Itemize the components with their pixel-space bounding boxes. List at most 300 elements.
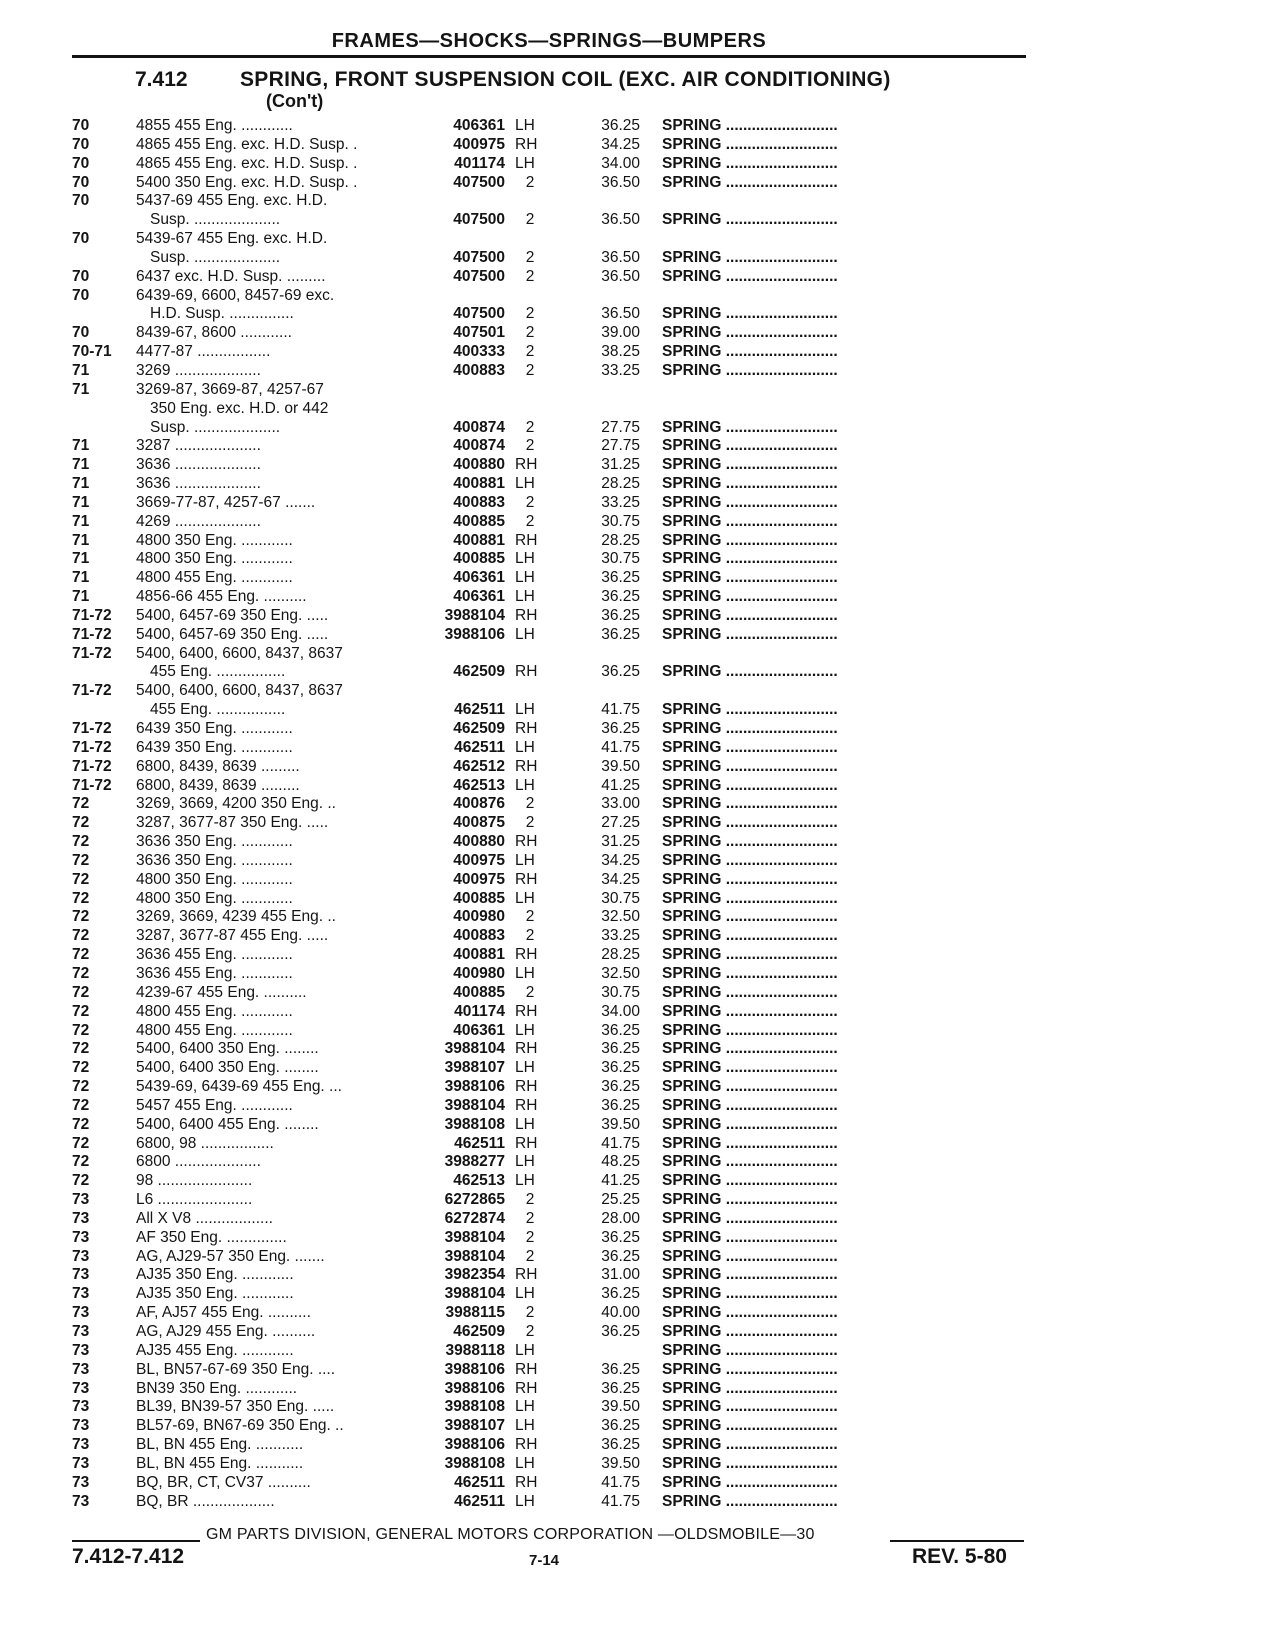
row-part-number: 400876 xyxy=(453,795,505,813)
row-quantity: 2 xyxy=(525,1323,535,1340)
row-part-number: 3988107 xyxy=(444,1417,505,1435)
row-height: 36.25 xyxy=(601,720,640,737)
table-row xyxy=(0,871,1280,890)
row-quantity: RH xyxy=(515,946,538,964)
row-height: 41.25 xyxy=(601,776,640,794)
row-height: 39.00 xyxy=(601,324,640,342)
table-row xyxy=(0,400,1280,419)
row-part-name: SPRING .......................... xyxy=(662,1379,838,1397)
row-height: 36.25 xyxy=(601,588,640,606)
row-quantity: 2 xyxy=(525,1228,535,1246)
row-quantity: LH xyxy=(515,738,535,756)
row-quantity: 2 xyxy=(525,983,535,1001)
row-height: 36.25 xyxy=(601,1360,640,1378)
row-height: 36.25 xyxy=(601,1247,640,1265)
row-part-name: SPRING .......................... xyxy=(662,512,838,530)
row-description: BL, BN57-67-69 350 Eng. .... xyxy=(136,1360,336,1378)
row-year: 73 xyxy=(72,1304,90,1322)
row-description: Susp. .................... xyxy=(150,211,281,229)
row-quantity: LH xyxy=(515,964,535,982)
row-quantity: LH xyxy=(515,1153,535,1171)
row-part-number: 400975 xyxy=(453,851,505,869)
row-part-number: 3988104 xyxy=(444,1040,505,1058)
row-quantity: 2 xyxy=(525,1191,535,1209)
row-height: 36.25 xyxy=(601,1228,640,1246)
row-part-name: SPRING .......................... xyxy=(662,569,838,587)
row-quantity: 2 xyxy=(525,512,535,530)
row-part-name: SPRING .......................... xyxy=(662,1304,838,1322)
row-quantity: RH xyxy=(515,531,538,549)
footer-section-range: 7.412-7.412 xyxy=(72,1545,185,1568)
row-description: 5457 455 Eng. ............ xyxy=(136,1096,293,1114)
table-row xyxy=(0,852,1280,871)
row-year: 70 xyxy=(72,267,90,285)
footer-rule-left xyxy=(72,1540,200,1542)
table-row xyxy=(0,532,1280,551)
row-part-number: 400885 xyxy=(453,550,505,568)
row-part-number: 3988104 xyxy=(444,1096,505,1114)
row-description: 5400, 6457-69 350 Eng. ..... xyxy=(136,625,329,643)
row-year: 71 xyxy=(72,361,90,379)
row-part-name: SPRING .......................... xyxy=(662,814,838,832)
row-description: BL, BN 455 Eng. ........... xyxy=(136,1436,304,1454)
row-description: 3636 350 Eng. ............ xyxy=(136,851,293,869)
table-row xyxy=(0,155,1280,174)
row-part-number: 3988106 xyxy=(444,1436,505,1454)
row-height: 27.75 xyxy=(601,437,640,455)
table-row xyxy=(0,1229,1280,1248)
row-description: 4477-87 ................. xyxy=(136,343,271,361)
table-row xyxy=(0,1380,1280,1399)
table-row xyxy=(0,1436,1280,1455)
row-quantity: LH xyxy=(515,1492,535,1510)
row-height: 31.25 xyxy=(601,456,640,474)
row-year: 72 xyxy=(72,1134,90,1152)
row-part-number: 400883 xyxy=(453,493,505,511)
row-description: AJ35 455 Eng. ............ xyxy=(136,1341,294,1359)
row-quantity: RH xyxy=(515,1078,538,1096)
row-description: 6800, 98 ................. xyxy=(136,1134,274,1152)
row-part-name: SPRING .......................... xyxy=(662,1002,838,1020)
row-part-name: SPRING .......................... xyxy=(662,1398,838,1416)
row-part-name: SPRING .......................... xyxy=(662,1473,838,1491)
row-part-number: 3988106 xyxy=(444,1360,505,1378)
footer-rule-right xyxy=(890,1540,1024,1542)
row-year: 70 xyxy=(72,135,90,153)
row-description: H.D. Susp. ............... xyxy=(150,305,294,323)
row-part-number: 6272865 xyxy=(444,1191,505,1209)
row-height: 39.50 xyxy=(601,757,640,775)
row-description: All X V8 .................. xyxy=(136,1209,273,1227)
row-description: 455 Eng. ................ xyxy=(150,701,286,719)
row-year: 72 xyxy=(72,964,90,982)
footer-publisher: GM PARTS DIVISION, GENERAL MOTORS CORPORATION —OLDSMOBILE—30 xyxy=(206,1526,815,1543)
row-part-name: SPRING .......................... xyxy=(662,870,838,888)
row-year: 70 xyxy=(72,117,90,134)
row-year: 72 xyxy=(72,1040,90,1058)
row-part-name: SPRING .......................... xyxy=(662,173,838,191)
table-row xyxy=(0,607,1280,626)
table-row xyxy=(0,1116,1280,1135)
table-row xyxy=(0,890,1280,909)
row-year: 73 xyxy=(72,1323,90,1340)
row-quantity: RH xyxy=(515,1436,538,1454)
table-row xyxy=(0,456,1280,475)
row-description: 5439-67 455 Eng. exc. H.D. xyxy=(136,230,328,248)
row-height: 28.25 xyxy=(601,946,640,964)
row-quantity: LH xyxy=(515,776,535,794)
row-part-name: SPRING .......................... xyxy=(662,757,838,775)
row-part-name: SPRING .......................... xyxy=(662,456,838,474)
table-row xyxy=(0,758,1280,777)
row-height: 36.50 xyxy=(601,173,640,191)
table-row xyxy=(0,230,1280,249)
table-row xyxy=(0,1172,1280,1191)
row-quantity: LH xyxy=(515,1454,535,1472)
table-row xyxy=(0,1398,1280,1417)
table-row xyxy=(0,777,1280,796)
section-number: 7.412 xyxy=(135,68,188,91)
row-part-name: SPRING .......................... xyxy=(662,135,838,153)
row-description: L6 ...................... xyxy=(136,1191,253,1209)
row-part-number: 407501 xyxy=(453,324,505,342)
row-quantity: LH xyxy=(515,1285,535,1303)
row-part-name: SPRING .......................... xyxy=(662,1040,838,1058)
row-height: 41.75 xyxy=(601,738,640,756)
row-year: 72 xyxy=(72,1115,90,1133)
row-part-name: SPRING .......................... xyxy=(662,1454,838,1472)
row-part-name: SPRING .......................... xyxy=(662,154,838,172)
row-quantity: 2 xyxy=(525,437,535,455)
row-year: 73 xyxy=(72,1492,90,1510)
row-height: 33.25 xyxy=(601,361,640,379)
row-year: 71 xyxy=(72,588,90,606)
row-part-name: SPRING .......................... xyxy=(662,1059,838,1077)
row-description: BL57-69, BN67-69 350 Eng. .. xyxy=(136,1417,344,1435)
table-row xyxy=(0,211,1280,230)
row-quantity: RH xyxy=(515,456,538,474)
row-part-number: 462509 xyxy=(453,720,505,737)
row-description: 4269 .................... xyxy=(136,512,261,530)
row-year: 72 xyxy=(72,1096,90,1114)
table-row xyxy=(0,569,1280,588)
row-year: 71 xyxy=(72,437,90,455)
table-row xyxy=(0,1022,1280,1041)
row-quantity: LH xyxy=(515,851,535,869)
row-part-number: 400880 xyxy=(453,833,505,851)
row-height: 33.00 xyxy=(601,795,640,813)
table-row xyxy=(0,1266,1280,1285)
row-description: BL39, BN39-57 350 Eng. ..... xyxy=(136,1398,335,1416)
table-row xyxy=(0,1417,1280,1436)
table-row xyxy=(0,720,1280,739)
row-part-number: 6272874 xyxy=(444,1209,505,1227)
row-part-number: 407500 xyxy=(453,248,505,266)
row-quantity: 2 xyxy=(525,418,535,436)
table-row xyxy=(0,984,1280,1003)
row-year: 71 xyxy=(72,512,90,530)
row-part-name: SPRING .......................... xyxy=(662,1134,838,1152)
table-row xyxy=(0,1040,1280,1059)
row-part-number: 400883 xyxy=(453,927,505,945)
row-quantity: RH xyxy=(515,1379,538,1397)
row-part-number: 462511 xyxy=(454,1473,505,1491)
row-year: 71-72 xyxy=(72,757,112,775)
row-description: 5400, 6400 455 Eng. ........ xyxy=(136,1115,319,1133)
row-year: 72 xyxy=(72,814,90,832)
row-description: BQ, BR ................... xyxy=(136,1492,275,1510)
row-part-number: 3988107 xyxy=(444,1059,505,1077)
row-part-name: SPRING .......................... xyxy=(662,927,838,945)
row-quantity: LH xyxy=(515,1417,535,1435)
table-row xyxy=(0,739,1280,758)
table-row xyxy=(0,550,1280,569)
row-year: 70 xyxy=(72,192,90,210)
row-part-number: 400880 xyxy=(453,456,505,474)
row-part-name: SPRING .......................... xyxy=(662,663,838,681)
row-year: 72 xyxy=(72,1021,90,1039)
row-year: 73 xyxy=(72,1341,90,1359)
row-description: BQ, BR, CT, CV37 .......... xyxy=(136,1473,311,1491)
row-description: 6800, 8439, 8639 ......... xyxy=(136,757,300,775)
row-description: AF, AJ57 455 Eng. .......... xyxy=(136,1304,311,1322)
row-description: Susp. .................... xyxy=(150,418,281,436)
row-description: 4800 455 Eng. ............ xyxy=(136,569,293,587)
row-year: 72 xyxy=(72,851,90,869)
row-quantity: RH xyxy=(515,1473,538,1491)
row-height: 33.25 xyxy=(601,493,640,511)
table-row xyxy=(0,1323,1280,1342)
header-rule xyxy=(72,55,1026,58)
row-part-number: 462513 xyxy=(453,776,505,794)
row-height: 36.25 xyxy=(601,1379,640,1397)
row-quantity: RH xyxy=(515,1134,538,1152)
row-year: 72 xyxy=(72,1002,90,1020)
row-part-number: 400885 xyxy=(453,983,505,1001)
row-part-name: SPRING .......................... xyxy=(662,418,838,436)
row-description: 5400, 6400, 6600, 8437, 8637 xyxy=(136,644,343,662)
table-row xyxy=(0,833,1280,852)
row-part-number: 407500 xyxy=(453,211,505,229)
table-row xyxy=(0,1248,1280,1267)
table-row xyxy=(0,305,1280,324)
row-quantity: LH xyxy=(515,889,535,907)
row-quantity: 2 xyxy=(525,1304,535,1322)
row-description: 3636 350 Eng. ............ xyxy=(136,833,293,851)
table-row xyxy=(0,494,1280,513)
row-part-name: SPRING .......................... xyxy=(662,324,838,342)
row-part-name: SPRING .......................... xyxy=(662,550,838,568)
row-quantity: 2 xyxy=(525,1209,535,1227)
row-part-number: 3988104 xyxy=(444,1285,505,1303)
row-part-name: SPRING .......................... xyxy=(662,908,838,926)
row-height: 36.25 xyxy=(601,625,640,643)
table-row xyxy=(0,1493,1280,1512)
table-row xyxy=(0,1210,1280,1229)
row-height: 34.25 xyxy=(601,135,640,153)
row-part-name: SPRING .......................... xyxy=(662,1360,838,1378)
row-quantity: LH xyxy=(515,475,535,493)
table-row xyxy=(0,626,1280,645)
row-part-number: 3988108 xyxy=(444,1115,505,1133)
row-height: 34.00 xyxy=(601,1002,640,1020)
row-part-number: 400881 xyxy=(453,946,505,964)
table-row xyxy=(0,814,1280,833)
row-description: 6439-69, 6600, 8457-69 exc. xyxy=(136,286,335,304)
row-quantity: RH xyxy=(515,720,538,737)
row-height: 32.50 xyxy=(601,964,640,982)
row-quantity: RH xyxy=(515,1002,538,1020)
row-quantity: LH xyxy=(515,1398,535,1416)
table-row xyxy=(0,795,1280,814)
row-quantity: 2 xyxy=(525,343,535,361)
row-year: 71-72 xyxy=(72,738,112,756)
row-year: 72 xyxy=(72,927,90,945)
table-row xyxy=(0,287,1280,306)
table-row xyxy=(0,174,1280,193)
row-height: 40.00 xyxy=(601,1304,640,1322)
row-part-number: 462511 xyxy=(454,738,505,756)
row-quantity: 2 xyxy=(525,248,535,266)
row-height: 36.25 xyxy=(601,117,640,134)
row-year: 73 xyxy=(72,1285,90,1303)
row-year: 71 xyxy=(72,550,90,568)
row-year: 73 xyxy=(72,1436,90,1454)
table-row xyxy=(0,268,1280,287)
row-part-name: SPRING .......................... xyxy=(662,1228,838,1246)
row-year: 72 xyxy=(72,983,90,1001)
row-part-name: SPRING .......................... xyxy=(662,701,838,719)
row-part-name: SPRING .......................... xyxy=(662,776,838,794)
row-description: 6437 exc. H.D. Susp. ......... xyxy=(136,267,326,285)
row-part-number: 400975 xyxy=(453,135,505,153)
row-description: 3287, 3677-87 350 Eng. ..... xyxy=(136,814,329,832)
row-part-number: 400980 xyxy=(453,964,505,982)
row-part-number: 400874 xyxy=(453,418,505,436)
row-part-number: 462513 xyxy=(453,1172,505,1190)
row-part-number: 462511 xyxy=(454,701,505,719)
row-quantity: RH xyxy=(515,870,538,888)
page-header: FRAMES—SHOCKS—SPRINGS—BUMPERS xyxy=(331,30,767,52)
row-part-name: SPRING .......................... xyxy=(662,305,838,323)
row-year: 72 xyxy=(72,946,90,964)
row-quantity: LH xyxy=(515,569,535,587)
row-year: 72 xyxy=(72,889,90,907)
table-row xyxy=(0,192,1280,211)
row-year: 71-72 xyxy=(72,682,112,700)
table-row xyxy=(0,381,1280,400)
row-height: 36.50 xyxy=(601,248,640,266)
row-part-name: SPRING .......................... xyxy=(662,1266,838,1284)
row-description: 8439-67, 8600 ............ xyxy=(136,324,292,342)
row-year: 72 xyxy=(72,1059,90,1077)
row-year: 70-71 xyxy=(72,343,112,361)
row-year: 73 xyxy=(72,1247,90,1265)
table-row xyxy=(0,1059,1280,1078)
row-quantity: 2 xyxy=(525,908,535,926)
row-quantity: RH xyxy=(515,1040,538,1058)
row-description: 6439 350 Eng. ............ xyxy=(136,720,293,737)
row-year: 70 xyxy=(72,154,90,172)
table-row xyxy=(0,117,1280,136)
row-part-name: SPRING .......................... xyxy=(662,117,838,134)
table-row xyxy=(0,965,1280,984)
row-height: 36.25 xyxy=(601,1078,640,1096)
row-part-name: SPRING .......................... xyxy=(662,1021,838,1039)
row-quantity: 2 xyxy=(525,173,535,191)
table-row xyxy=(0,663,1280,682)
table-row xyxy=(0,682,1280,701)
row-part-number: 3988104 xyxy=(444,606,505,624)
table-row xyxy=(0,1153,1280,1172)
row-height: 33.25 xyxy=(601,927,640,945)
row-part-number: 400885 xyxy=(453,512,505,530)
row-part-name: SPRING .......................... xyxy=(662,720,838,737)
row-year: 72 xyxy=(72,795,90,813)
row-year: 72 xyxy=(72,1078,90,1096)
row-description: 3269, 3669, 4239 455 Eng. .. xyxy=(136,908,336,926)
row-quantity: LH xyxy=(515,117,535,134)
row-description: Susp. .................... xyxy=(150,248,281,266)
row-year: 70 xyxy=(72,286,90,304)
row-year: 71-72 xyxy=(72,606,112,624)
row-part-name: SPRING .......................... xyxy=(662,738,838,756)
row-quantity: 2 xyxy=(525,1247,535,1265)
row-part-number: 400881 xyxy=(453,475,505,493)
section-title: SPRING, FRONT SUSPENSION COIL (EXC. AIR CONDITIONING) xyxy=(240,68,891,91)
row-year: 73 xyxy=(72,1360,90,1378)
table-row xyxy=(0,588,1280,607)
row-quantity: 2 xyxy=(525,795,535,813)
table-row xyxy=(0,1474,1280,1493)
row-quantity: 2 xyxy=(525,211,535,229)
row-height: 41.25 xyxy=(601,1172,640,1190)
section-continued: (Con't) xyxy=(266,91,324,111)
row-year: 73 xyxy=(72,1454,90,1472)
row-quantity: RH xyxy=(515,135,538,153)
parts-list xyxy=(0,117,1280,1511)
row-quantity: LH xyxy=(515,1021,535,1039)
row-height: 39.50 xyxy=(601,1454,640,1472)
row-year: 73 xyxy=(72,1191,90,1209)
row-year: 73 xyxy=(72,1266,90,1284)
row-quantity: 2 xyxy=(525,814,535,832)
row-description: 4865 455 Eng. exc. H.D. Susp. . xyxy=(136,154,358,172)
row-description: 6800 .................... xyxy=(136,1153,261,1171)
row-description: 3636 .................... xyxy=(136,456,261,474)
row-part-name: SPRING .......................... xyxy=(662,1209,838,1227)
row-part-number: 462509 xyxy=(453,1323,505,1340)
table-row xyxy=(0,701,1280,720)
row-quantity: RH xyxy=(515,606,538,624)
row-part-name: SPRING .......................... xyxy=(662,437,838,455)
row-height: 28.25 xyxy=(601,475,640,493)
row-part-name: SPRING .......................... xyxy=(662,1115,838,1133)
row-part-name: SPRING .......................... xyxy=(662,851,838,869)
row-quantity: RH xyxy=(515,1096,538,1114)
row-description: 6439 350 Eng. ............ xyxy=(136,738,293,756)
row-height: 36.25 xyxy=(601,1417,640,1435)
row-quantity: RH xyxy=(515,833,538,851)
row-part-name: SPRING .......................... xyxy=(662,1285,838,1303)
row-height: 34.25 xyxy=(601,851,640,869)
row-height: 34.25 xyxy=(601,870,640,888)
row-year: 71-72 xyxy=(72,720,112,737)
row-part-number: 3988118 xyxy=(445,1341,505,1359)
row-part-name: SPRING .......................... xyxy=(662,795,838,813)
row-description: 4855 455 Eng. ............ xyxy=(136,117,293,134)
row-year: 73 xyxy=(72,1379,90,1397)
